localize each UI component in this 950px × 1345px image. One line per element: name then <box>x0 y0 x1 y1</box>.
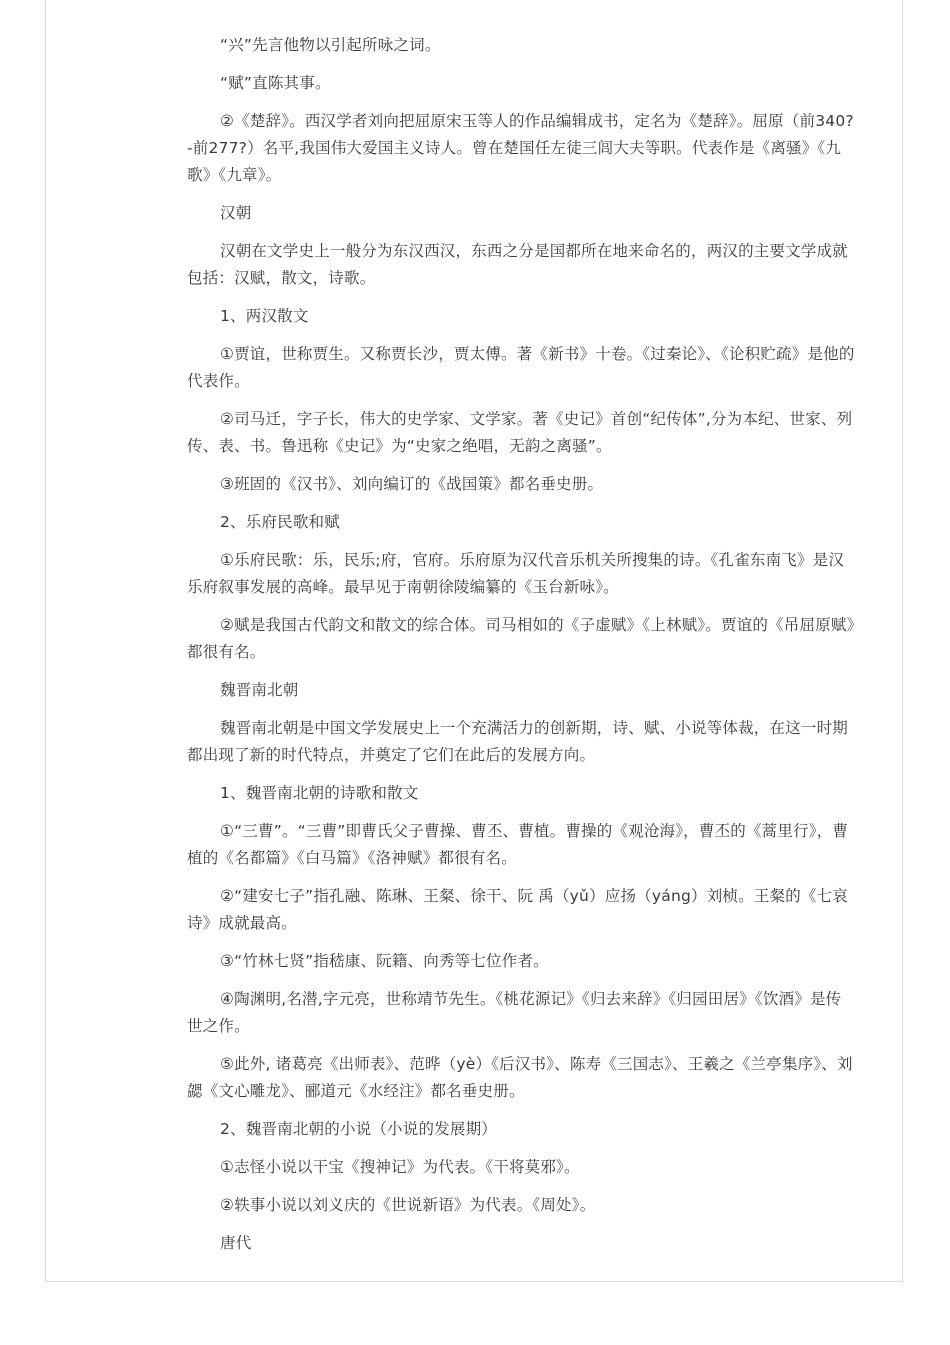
paragraph-xing-definition: “兴”先言他物以引起所咏之词。 <box>220 36 441 54</box>
paragraph-fu-rhapsody: ②赋是我国古代韵文和散文的综合体。司马相如的《子虚赋》《上林赋》。贾谊的《吊屈原赋》都很有名。 <box>187 616 855 661</box>
paragraph-other-works: ⑤此外, 诸葛亮《出师表》、范晔（yè）《后汉书》、陈寿《三国志》、王羲之《兰亭集序》、刘勰《文心雕龙》、郦道元《水经注》都名垂史册。 <box>187 1055 853 1100</box>
subheading-yuefu-and-fu: 2、乐府民歌和赋 <box>220 513 340 531</box>
subheading-wei-jin-poetry: 1、魏晋南北朝的诗歌和散文 <box>220 784 419 802</box>
paragraph-chuci: ②《楚辞》。西汉学者刘向把屈原宋玉等人的作品编辑成书，定名为《楚辞》。屈原（前340?-前277?）名平,我国伟大爱国主义诗人。曾在楚国任左徒三闾大夫等职。代表作是《离骚》《九歌》《九章》。 <box>187 112 854 184</box>
heading-tang-dynasty: 唐代 <box>220 1234 252 1252</box>
subheading-wei-jin-fiction: 2、魏晋南北朝的小说（小说的发展期） <box>220 1120 497 1138</box>
paragraph-tao-yuanming: ④陶渊明,名潜,字元亮，世称靖节先生。《桃花源记》《归去来辞》《归园田居》《饮酒》是传世之作。 <box>187 990 842 1035</box>
paragraph-three-caos: ①“三曹”。“三曹”即曹氏父子曹操、曹丕、曹植。曹操的《观沧海》，曹丕的《蒿里行》，曹植的《名都篇》《白马篇》《洛神赋》都很有名。 <box>187 822 849 867</box>
document-body <box>187 32 857 1268</box>
paragraph-jian-an-seven: ②“建安七子”指孔融、陈琳、王粲、徐干、阮 禹（yǔ）应扬（yáng）刘桢。王粲的《七哀诗》成就最高。 <box>187 887 849 932</box>
heading-han-dynasty: 汉朝 <box>220 204 252 222</box>
paragraph-ban-gu: ③班固的《汉书》、刘向编订的《战国策》都名垂史册。 <box>220 475 604 493</box>
paragraph-han-overview: 汉朝在文学史上一般分为东汉西汉，东西之分是国都所在地来命名的，两汉的主要文学成就包括：汉赋，散文，诗歌。 <box>187 242 849 287</box>
paragraph-bamboo-grove-seven: ③“竹林七贤”指嵇康、阮籍、向秀等七位作者。 <box>220 952 549 970</box>
paragraph-yuefu-folk-songs: ①乐府民歌：乐，民乐;府，官府。乐府原为汉代音乐机关所搜集的诗。《孔雀东南飞》是汉乐府叙事发展的高峰。最早见于南朝徐陵编纂的《玉台新咏》。 <box>187 551 845 596</box>
paragraph-fu-definition: “赋”直陈其事。 <box>220 74 331 92</box>
paragraph-sima-qian: ②司马迁，字子长，伟大的史学家、文学家。著《史记》首创“纪传体”,分为本纪、世家、列传、表、书。鲁迅称《史记》为“史家之绝唱，无韵之离骚”。 <box>187 410 853 455</box>
paragraph-zhiguai-fiction: ①志怪小说以干宝《搜神记》为代表。《干将莫邪》。 <box>220 1158 580 1176</box>
paragraph-anecdote-fiction: ②轶事小说以刘义庆的《世说新语》为代表。《周处》。 <box>220 1196 596 1214</box>
heading-wei-jin-dynasties: 魏晋南北朝 <box>220 681 299 699</box>
paragraph-jia-yi: ①贾谊，世称贾生。又称贾长沙，贾太傅。著《新书》十卷。《过秦论》、《论积贮疏》是他的代表作。 <box>187 345 855 390</box>
paragraph-wei-jin-overview: 魏晋南北朝是中国文学发展史上一个充满活力的创新期，诗、赋、小说等体裁，在这一时期都出现了新的时代特点，并奠定了它们在此后的发展方向。 <box>187 719 849 764</box>
document-page <box>45 0 903 1282</box>
subheading-han-prose: 1、两汉散文 <box>220 307 309 325</box>
